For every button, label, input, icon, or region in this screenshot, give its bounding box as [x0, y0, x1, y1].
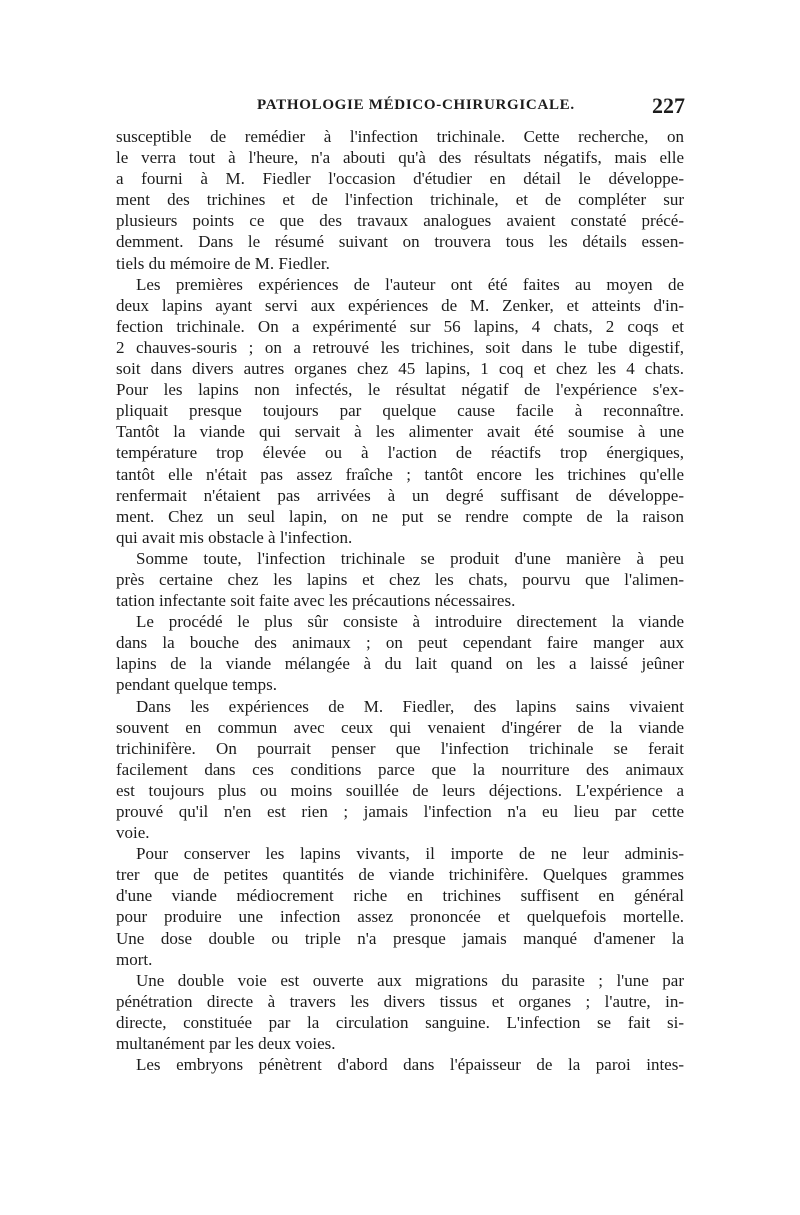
text-line: ment. Chez un seul lapin, on ne put se rendre compte de la raison: [116, 506, 684, 526]
text-line: souvent en commun avec ceux qui venaient d'ingérer de la viande: [116, 717, 684, 737]
text-line: ment des trichines et de l'infection trichinale, et de compléter sur: [116, 190, 684, 210]
text-line: voie.: [116, 823, 150, 843]
text-line: trichinifère. On pourrait penser que l'infection trichinale se ferait: [116, 738, 684, 758]
text-line: fection trichinale. On a expérimenté sur 56 lapins, 4 chats, 2 coqs et: [116, 316, 684, 336]
text-line: pour produire une infection assez prononcée et quelquefois mortelle.: [116, 907, 684, 927]
text-line: température trop élevée ou à l'action de réactifs trop énergiques,: [116, 443, 684, 463]
text-line: qui avait mis obstacle à l'infection.: [116, 527, 353, 547]
text-line: renfermait n'étaient pas arrivées à un degré suffisant de développe-: [116, 485, 684, 505]
text-line: facilement dans ces conditions parce que la nourriture des animaux: [116, 759, 684, 779]
text-line: prouvé qu'il n'en est rien ; jamais l'infection n'a eu lieu par cette: [116, 802, 684, 821]
text-line: plusieurs points ce que des travaux analogues avaient constaté précé-: [116, 211, 684, 231]
text-line: Les premières expériences de l'auteur ont été faites au moyen de: [136, 274, 684, 294]
text-line: susceptible de remédier à l'infection trichinale. Cette recherche, on: [116, 127, 684, 146]
body-text: [116, 126, 684, 1075]
text-line: Dans les expériences de M. Fiedler, des lapins sains vivaient: [136, 696, 684, 716]
text-line: trer que de petites quantités de viande trichinifère. Quelques grammes: [116, 865, 684, 885]
text-line: Le procédé le plus sûr consiste à introduire directement la viande: [136, 612, 684, 632]
text-line: Pour les lapins non infectés, le résultat négatif de l'expérience s'ex-: [116, 380, 684, 400]
text-line: a fourni à M. Fiedler l'occasion d'étudier en détail le développe-: [116, 169, 684, 189]
text-line: directe, constituée par la circulation sanguine. L'infection se fait si-: [116, 1012, 684, 1032]
text-line: Les embryons pénètrent d'abord dans l'épaisseur de la paroi intes-: [136, 1055, 684, 1075]
text-line: soit dans divers autres organes chez 45 lapins, 1 coq et chez les 4 chats.: [116, 359, 684, 379]
text-line: deux lapins ayant servi aux expériences de M. Zenker, et atteints d'in-: [116, 295, 684, 315]
text-line: tiels du mémoire de M. Fiedler.: [116, 253, 330, 273]
text-line: lapins de la viande mélangée à du lait quand on les a laissé jeûner: [116, 654, 684, 674]
text-line: Pour conserver les lapins vivants, il importe de ne leur adminis-: [136, 844, 684, 864]
text-line: près certaine chez les lapins et chez les chats, pourvu que l'alimen-: [116, 569, 684, 589]
text-line: Tantôt la viande qui servait à les alimenter avait été soumise à une: [116, 422, 684, 442]
text-line: est toujours plus ou moins souillée de leurs déjections. L'expérience a: [116, 780, 684, 800]
text-line: tation infectante soit faite avec les précautions nécessaires.: [116, 591, 516, 611]
text-line: tantôt elle n'était pas assez fraîche ; tantôt encore les trichines qu'elle: [116, 464, 684, 484]
text-line: Somme toute, l'infection trichinale se produit d'une manière à peu: [136, 548, 684, 568]
page-number: 227: [652, 93, 685, 118]
text-line: demment. Dans le résumé suivant on trouvera tous les détails essen-: [116, 232, 684, 252]
text-line: d'une viande médiocrement riche en trichines suffisent en général: [116, 886, 684, 906]
text-line: mort.: [116, 949, 153, 969]
text-line: pénétration directe à travers les divers tissus et organes ; l'autre, in-: [116, 991, 684, 1011]
text-line: dans la bouche des animaux ; on peut cependant faire manger aux: [116, 633, 684, 653]
text-line: Une dose double ou triple n'a presque jamais manqué d'amener la: [116, 928, 684, 948]
page-header: [115, 93, 685, 123]
text-line: le verra tout à l'heure, n'a abouti qu'à des résultats négatifs, mais elle: [116, 148, 684, 168]
text-line: multanément par les deux voies.: [116, 1034, 336, 1054]
text-line: pendant quelque temps.: [116, 675, 277, 695]
text-line: Une double voie est ouverte aux migrations du parasite ; l'une par: [136, 970, 684, 990]
text-line: pliquait presque toujours par quelque cause facile à reconnaître.: [116, 401, 684, 421]
running-title: PATHOLOGIE MÉDICO-CHIRURGICALE.: [257, 97, 575, 113]
text-line: 2 chauves-souris ; on a retrouvé les trichines, soit dans le tube digestif,: [116, 337, 684, 357]
